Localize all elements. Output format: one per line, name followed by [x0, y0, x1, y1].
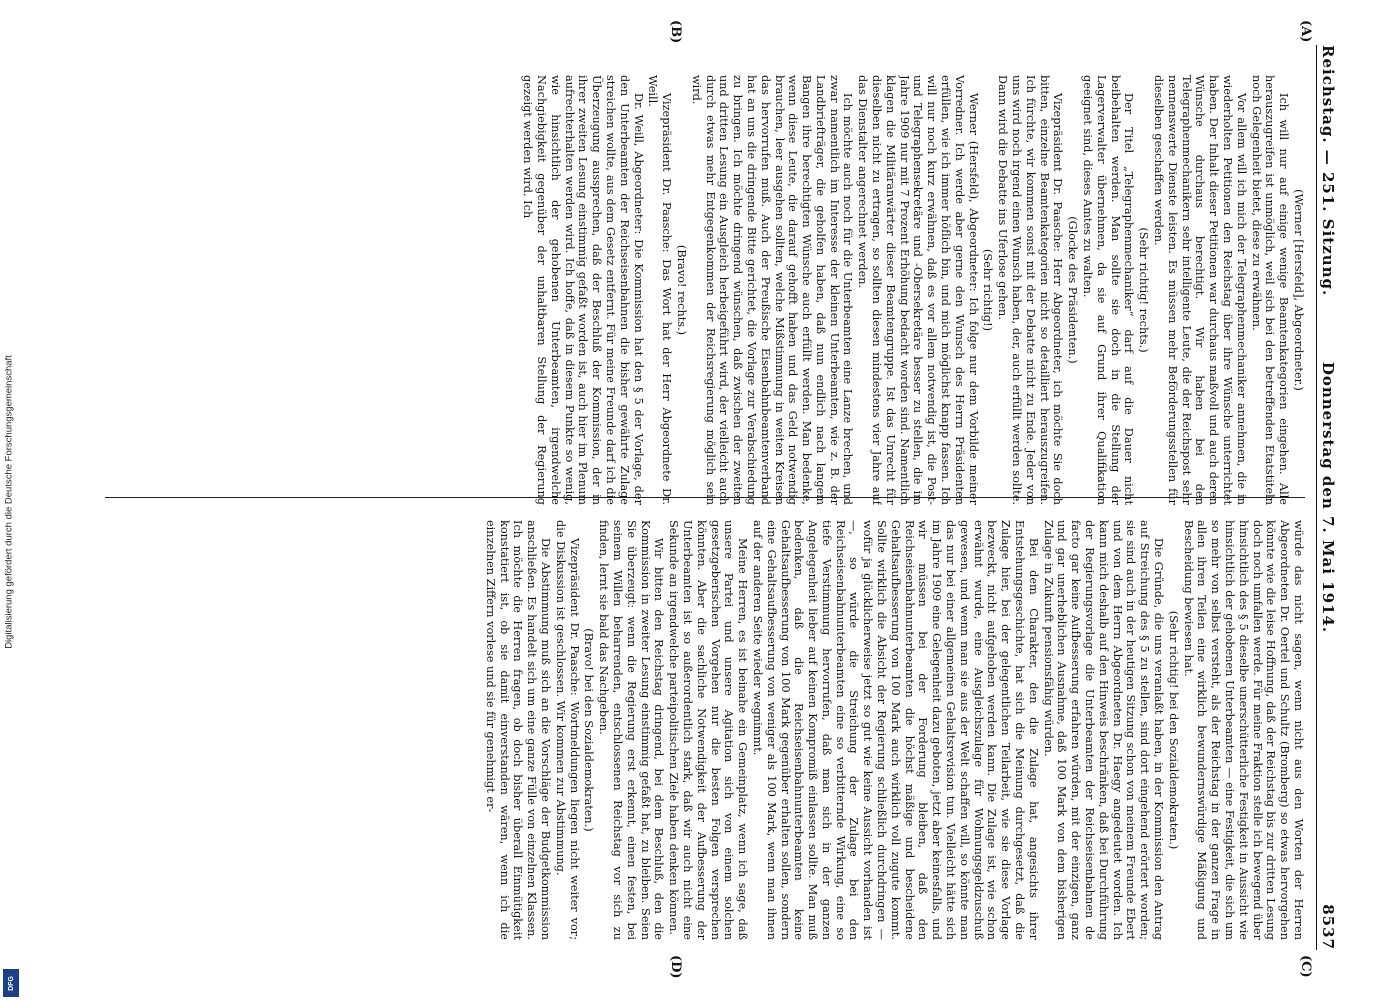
paragraph: Vor allem will ich mich der Telegraphenmechaniker annehmen, die in wiederholten Petitionen den Reichstag über ihre Wünsche unterrichtet haben. Der Inhalt dieser Petitionen war durchaus maßvoll und auch deren Wünsche durchaus berechtigt. Wir haben bei den Telegraphenmechanikern sehr intelligente Leute, die der Reichspost sehr nennenswerte Dienste leisten. Es müssen mehr Beförderungsstellen für dieselben geschaffen werden. — [1152, 75, 1248, 505]
digitization-credit — [1, 12, 17, 992]
paragraph: Werner (Hersfeld), Abgeordneter: Ich folge nur dem Vorbilde meiner Vorredner. Ich werde aber gerne den Wunsch des Herrn Präsidenten erfüllen, wie ich immer höflich bin, und mich möglichst knapp fassen. Ich will nur noch kurz erwähnen, daß es vor allem notwendig ist, die Post- und Telegraphensekretäre und -Obersekretäre besser zu stellen, die im Jahre 1909 nur mit 7 Prozent Erhöhung bedacht worden sind. Namentlich klagen die Militäranwärter dieser Beamtengruppe. Ist das Unrecht für dieselben nicht zu ertragen, so sollten diesen mindestens vier Jahre auf das Dienstalter angerechnet werden. — [856, 75, 980, 505]
margin-marker-a: (A) — [1298, 20, 1313, 43]
paragraph: würde das nicht sagen, wenn nicht aus den Worten der Herren Abgeordneten Dr. Oertel und Schultz (Bromberg) so etwas hervorgehen könnte wie die leise Hoffnung, daß der Reichstag bis zur dritten Lesung doch noch umfallen werde. Für meine Fraktion stelle ich bewegend über hinsichtlich des § 5 dieselbe unerschütterliche Festigkeit in Aussicht wie hinsichtlich der gehobenen Unterbeamten — eine Festigkeit, die sich um so mehr von selbst versteht, als der Reichstag in der ganzen Frage in allen ihren Teilen eine wirklich bewundernswürdige Mäßigung und Bescheidung bewiesen hat. — [1181, 520, 1305, 940]
header-session: Reichstag. — 251. Sitzung. — [1319, 45, 1337, 297]
interjection: (Sehr richtig! bei den Sozialdemokraten.) — [1166, 610, 1180, 850]
paragraph: Bei dem Charakter, den die Zulage hat, angesichts ihrer Entstehungsgeschichte, hat sich die Meinung durchgesetzt, daß die Zulage hier, bei der gelegentlichen Teilarbeit, wie sie diese Vorlage bezweckt, nicht aufgehoben werden kann. Die Zulage ist, wie schon erwähnt wurde, eine Ausgleichszulage für Wohnungsgeldzuschuß gewesen, und wenn man sie aus der Welt schaffen will, so könnte man das nur bei einer allgemeinen Gehaltsrevision tun. Vielleicht hätte sich im Jahre 1909 eine Gelegenheit dazu geboten, jetzt aber keinesfalls, und wir müssen bei der Forderung bleiben, daß den Reichseisenbahnunterbeamten die höchst mäßige und bescheidene Gehaltsaufbesserung von 100 Mark auch wirklich voll zugute kommt. Sollte wirklich die Absicht der Regierung schließlich durchdringen — wofür ja glücklicherweise jetzt so gut wie keine Aussicht vorhanden ist —, so würde die Streichung der Zulage bei den Reichseisenbahnunterbeamten eine so verbitternde Wirkung, eine so tiefe Verstimmung hervorrufen, daß man sich in der ganzen Angelegenheit lieber auf keinen Kompromiß einlassen sollte. Man muß bedenken, daß die Reichseisenbahnunterbeamten keine Gehaltsaufbesserung von 100 Mark gegenüber erhalten sollen, sondern eine Gehaltsaufbesserung von weniger als 100 Mark, wenn man ihnen auf der anderen Seite wieder wegnimmt. — [750, 520, 1040, 940]
page-number: 8537 — [1319, 904, 1337, 950]
interjection: (Bravo! bei den Sozialdemokraten.) — [582, 628, 596, 832]
credit-text: Digitalisierung gefördert durch die Deutsche Forschungsgemeinschaft — [3, 355, 15, 649]
paragraph: Vizepräsident Dr. Paasche: Herr Abgeordneter, ich möchte Sie doch bitten, einzelne Beamtenkategorien nicht so detailliert herauszugreifen. Ich fürchte, wir kommen sonst mit der Debatte nicht zu Ende. Jeder von uns wird noch irgend einen Wunsch haben, der, auch erfüllt werden sollte. Dann wird die Debatte ins Uferlose gehen. — [996, 75, 1065, 505]
dfg-logo — [3, 969, 19, 997]
paragraph: Ich möchte auch noch für die Unterbeamten eine Lanze brechen, und zwar namentlich im Interesse der kleinen Unterbeamten, wie z. B. der Landbriefträger, die geholfen haben, daß nun endlich nach langem Bangen ihre berechtigten Wünsche auch erfüllt werden. Man bedenke, wenn diese Leute, die darauf gehofft haben und das Geld notwendig brauchen, leer ausgehen sollten, welche Mißstimmung in weiten Kreisen das hervorrufen muß. Auch der Preußische Eisenbahnbeamtenverband hat an uns die dringende Bitte gerichtet, die Vorlage zur Verabschiedung zu bringen. Ich möchte dringend wünschen, daß zwischen der zweiten und dritten Lesung ein Ausgleich herbeigeführt wird, der vielleicht auch durch etwas mehr Entgegenkommen der Reichsregierung möglich sein wird. — [689, 75, 855, 505]
interjection: (Bravo! rechts.) — [674, 244, 688, 336]
header-rule — [1316, 45, 1317, 950]
margin-marker-d: (D) — [668, 955, 683, 979]
paragraph: (Werner [Hersfeld], Abgeordneter.) — [1292, 189, 1305, 391]
paragraph: Wir bitten den Reichstag dringend, bei dem Beschluß, den die Kommission in zweiter Lesung einstimmig gefaßt hat, zu bleiben. Seien Sie überzeugt: wenn die Regierung erst erkennt, einen festen, bei seinem Willen beharrenden, entschlossenen Reichstag vor sich zu finden, lernt sie bald das Nachgeben. — [597, 520, 666, 940]
paragraph: Die Abstimmung muß sich an die Vorschläge der Budgetkommission anschließen. Es handelt sich um eine ganze Fülle von einzelnen Klassen. Ich möchte die Herren fragen, ob doch bisher überall Einmütigkeit konstatiert ist, ob sie damit einverstanden wären, wenn ich die einzelnen Ziffern vorlese und sie für genehmigt er- — [483, 520, 552, 940]
dfg-logo-text: DFG — [7, 975, 15, 991]
right-text-column — [90, 520, 1305, 940]
paragraph: Dr. Weill, Abgeordneter: Die Kommission hat den § 5 der Vorlage, der den Unterbeamten der Reichseisenbahnen die bisher gewährte Zulage streichen wollte, aus dem Gesetz entfernt. Für meine Freunde darf ich die Überzeugung aussprechen, daß der Beschluß der Kommission, der in ihrer zweiten Lesung einstimmig gefaßt worden ist, auch hier im Plenum aufrechterhalten werden wird. Ich hoffe, daß in diesem Punkte so wenig, wie hinsichtlich der gehobenen Unterbeamten, irgendwelche Nachgiebigkeit gegenüber der unhaltbaren Stellung der Regierung gezeigt werden wird. Ich — [521, 75, 645, 505]
paragraph: Der Titel „Telegraphenmechaniker“ darf auf die Dauer nicht beibehalten werden. Man sollte sie doch in die Stellung der Lagerverwalter übernehmen, da sie auf Grund ihrer Qualifikation geeignet sind, dieses Amtes zu walten. — [1081, 75, 1136, 505]
interjection: (Glocke des Präsidenten.) — [1066, 216, 1080, 364]
left-text-column — [90, 75, 1305, 505]
page-header — [1315, 45, 1341, 950]
paragraph: Vizepräsident Dr. Paasche: Das Wort hat der Herr Abgeordnete Dr. Weill. — [646, 75, 674, 505]
margin-marker-c: (C) — [1298, 955, 1313, 978]
header-date: Donnerstag den 7. Mai 1914. — [1319, 361, 1337, 634]
paragraph: Vizepräsident Dr. Paasche: Wortmeldungen liegen nicht weiter vor; die Diskussion ist geschlossen. Wir kommen zur Abstimmung. — [553, 520, 581, 940]
paragraph: Die Gründe, die uns veranlaßt haben, in der Kommission den Antrag auf Streichung des § 5 zu stellen, sind dort eingehend erörtert worden; sie sind auch in der heutigen Sitzung schon von meinem Freunde Ebert und von dem Herrn Abgeordneten Dr. Haegy angedeutet worden. Ich kann mich deshalb auf den Hinweis beschränken, daß bei Durchführung der Regierungsvorlage die Unterbeamten der Reichseisenbahnen de facto gar keine Aufbesserung erfahren würden, mit der einzigen, ganz und gar unerheblichen Ausnahme, daß 100 Mark von dem bisherigen Zulage in Zukunft pensionsfähig würden. — [1041, 520, 1166, 940]
interjection: (Sehr richtig! rechts.) — [1137, 227, 1151, 353]
column-divider — [105, 497, 1305, 498]
paragraph: Meine Herren, es ist beinahe ein Gemeinplatz, wenn ich sage, daß unsere Partei und unsere Agitation sich von einem solchen gesetzgeberischen Vorgehen nur die besten Folgen versprechen könnten. Aber die sachliche Notwendigkeit der Aufbesserung der Unterbeamten ist so außerordentlich stark, daß wir auch nicht eine Sekunde an irgendwelche parteipolitischen Ziele haben denken können. — [667, 520, 750, 940]
margin-marker-b: (B) — [668, 20, 683, 44]
paragraph: Ich will nur auf einige wenige Beamtenkategorien eingehen. Alle herauszugreifen ist unmöglich, weil sich bei den betreffenden Etatstiteln noch Gelegenheit bietet, diese zu erwähnen. — [1249, 75, 1291, 505]
interjection: (Sehr richtig!) — [981, 248, 995, 332]
